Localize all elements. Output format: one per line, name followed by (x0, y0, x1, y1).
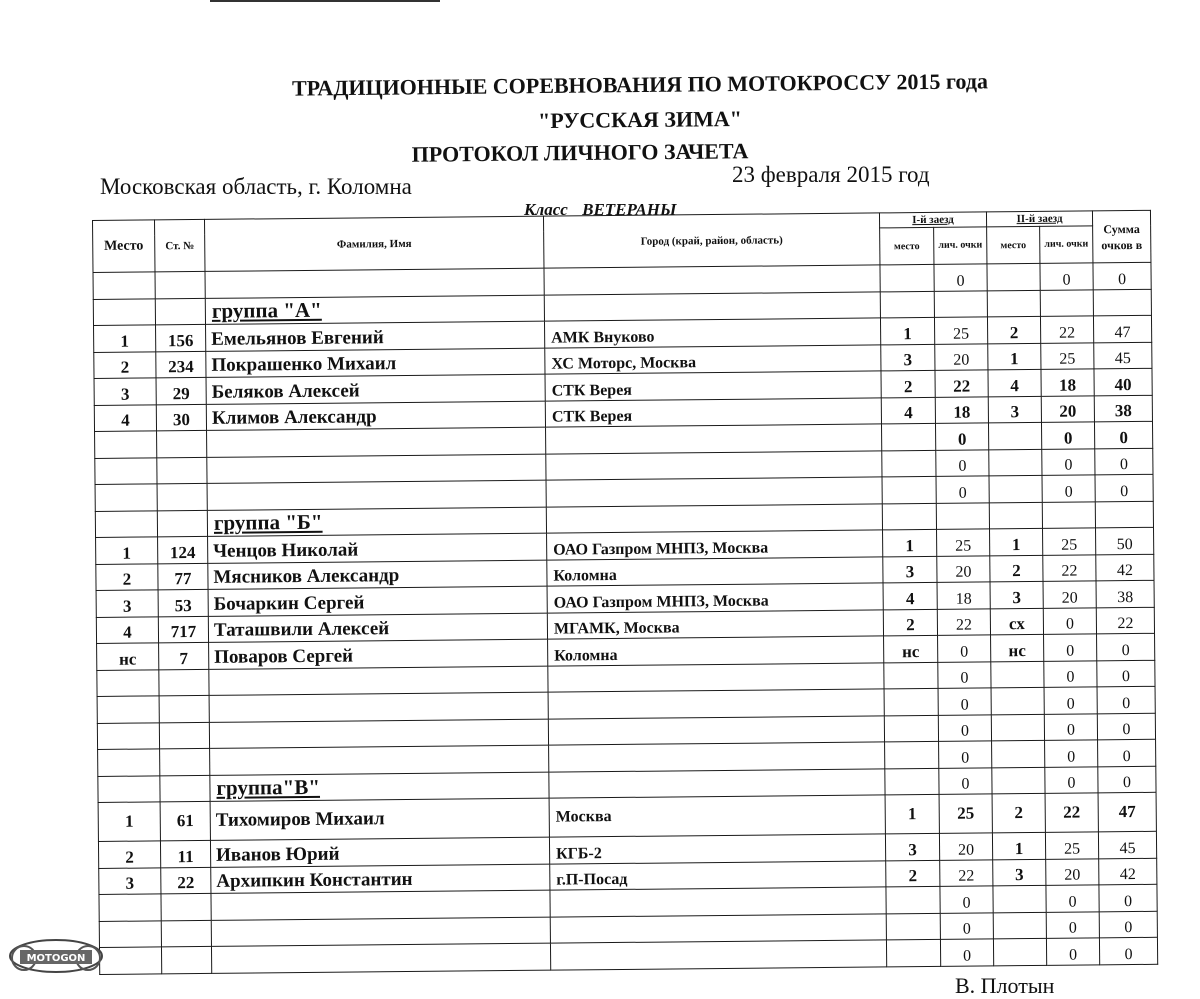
cell-race1-place: 2 (883, 609, 937, 636)
cell-number: 7 (159, 642, 209, 669)
header-name: Фамилия, Имя (204, 216, 543, 271)
cell-city: Коломна (547, 556, 883, 586)
cell-sum (1093, 289, 1151, 316)
cell-race2-points: 22 (1045, 793, 1098, 833)
cell-name (211, 890, 550, 920)
cell-race1-place (886, 939, 940, 966)
cell-number (155, 271, 205, 298)
cell-race2-place: 1 (992, 832, 1045, 859)
cell-race1-points: 22 (940, 859, 993, 886)
cell-city (548, 689, 884, 719)
cell-race2-place (987, 263, 1040, 290)
cell-race2-points: 0 (1044, 687, 1097, 714)
cell-race2-place (991, 714, 1044, 741)
cell-number: 29 (156, 377, 206, 404)
cell-race1-place (885, 768, 939, 795)
cell-sum: 47 (1098, 792, 1156, 832)
cell-place (97, 722, 159, 749)
cell-place (93, 272, 155, 299)
cell-race1-place: 3 (881, 344, 935, 371)
cell-number (157, 430, 207, 457)
cell-number (161, 893, 211, 920)
cell-race1-points: 20 (937, 555, 990, 582)
header-race1-place: место (880, 227, 934, 265)
cell-place (95, 510, 157, 537)
title-competition: ТРАДИЦИОННЫЕ СОРЕВНОВАНИЯ ПО МОТОКРОССУ 2015 года (291, 68, 989, 101)
cell-race1-points: 18 (935, 396, 988, 423)
cell-place: 2 (98, 841, 160, 868)
cell-name: группа"В" (210, 772, 549, 802)
header-number: Ст. № (155, 219, 205, 271)
cell-race2-points: 20 (1041, 395, 1094, 422)
cell-place: 1 (96, 537, 158, 564)
cell-race1-points: 22 (937, 608, 990, 635)
cell-race1-place: 1 (883, 529, 937, 556)
cell-city: СТК Верея (545, 371, 881, 401)
cell-race1-place: 1 (880, 317, 934, 344)
scan-edge-line (210, 0, 440, 2)
cell-number (159, 695, 209, 722)
cell-race2-points: 22 (1040, 316, 1093, 343)
cell-race2-place: нс (991, 634, 1044, 661)
cell-place: 1 (94, 325, 156, 352)
cell-city: ХС Моторс, Москва (545, 344, 881, 374)
header-race2-place: место (987, 226, 1040, 264)
cell-city (550, 913, 886, 943)
cell-city: КГБ-2 (549, 834, 885, 864)
cell-name: Покрашенко Михаил (206, 348, 545, 378)
cell-city (550, 887, 886, 917)
cell-city: МГАМК, Москва (547, 609, 883, 639)
cell-name: Беляков Алексей (206, 374, 545, 404)
cell-race1-points: 22 (935, 370, 988, 397)
cell-race1-place: 4 (881, 397, 935, 424)
cell-race2-place: сх (990, 608, 1043, 635)
cell-race1-points: 0 (940, 939, 993, 966)
cell-race1-place (885, 741, 939, 768)
cell-race2-place (992, 767, 1045, 794)
cell-race1-points: 0 (935, 423, 988, 450)
cell-race1-place: 2 (886, 860, 940, 887)
cell-race2-place: 1 (990, 528, 1043, 555)
header-race1: I-й заезд (879, 212, 986, 228)
cell-number (159, 669, 209, 696)
cell-race1-points: 0 (934, 264, 987, 291)
cell-city (548, 715, 884, 745)
cell-place (95, 484, 157, 511)
cell-city: АМК Внуково (544, 318, 880, 348)
cell-sum: 0 (1099, 937, 1157, 964)
results-sheet (92, 210, 1157, 975)
cell-race2-place (992, 740, 1045, 767)
cell-sum: 0 (1097, 660, 1155, 687)
cell-name: Мясников Александр (208, 560, 547, 590)
motogon-logo (6, 936, 106, 976)
cell-name: Тихомиров Михаил (210, 798, 549, 840)
cell-name (207, 427, 546, 457)
cell-race2-points: 0 (1044, 713, 1097, 740)
cell-race2-points: 18 (1041, 369, 1094, 396)
cell-race1-points: 0 (939, 741, 992, 768)
cell-race1-points: 0 (938, 714, 991, 741)
header-sum: Сумма очков в (1092, 210, 1150, 263)
cell-name: Иванов Юрий (210, 837, 549, 867)
cell-number: 53 (158, 589, 208, 616)
cell-sum: 42 (1096, 554, 1154, 581)
results-table (92, 210, 1158, 975)
cell-number (161, 946, 211, 973)
cell-name: Климов Александр (206, 401, 545, 431)
cell-race2-points: 25 (1043, 528, 1096, 555)
cell-race1-points (934, 290, 987, 317)
cell-city (549, 742, 885, 772)
cell-city (550, 940, 886, 970)
cell-place: 3 (96, 590, 158, 617)
cell-number: 30 (156, 404, 206, 431)
cell-place: 1 (98, 802, 160, 842)
cell-race1-points: 25 (937, 529, 990, 556)
cell-race1-place (886, 886, 940, 913)
cell-race1-points: 20 (939, 833, 992, 860)
cell-race2-place (989, 475, 1042, 502)
event-date: 23 февраля 2015 год (732, 162, 930, 187)
cell-race2-points: 0 (1046, 938, 1099, 965)
cell-name (210, 745, 549, 775)
cell-name (209, 666, 548, 696)
cell-city: г.П-Посад (550, 860, 886, 890)
cell-race2-points: 0 (1041, 422, 1094, 449)
cell-race2-points: 0 (1044, 634, 1097, 661)
cell-sum: 0 (1097, 686, 1155, 713)
cell-race2-points: 0 (1043, 607, 1096, 634)
cell-race1-place (882, 503, 936, 530)
cell-name: Ченцов Николай (208, 533, 547, 563)
cell-race1-place: 3 (883, 556, 937, 583)
cell-name: группа "А" (205, 295, 544, 325)
cell-race1-points: 0 (936, 476, 989, 503)
cell-number: 124 (158, 536, 208, 563)
cell-race2-place (993, 885, 1046, 912)
cell-name: группа "Б" (207, 507, 546, 537)
cell-sum: 0 (1094, 421, 1152, 448)
cell-race2-place: 1 (988, 343, 1041, 370)
cell-name: Емельянов Евгений (206, 321, 545, 351)
header-race2-points: лич. очки (1040, 226, 1093, 264)
cell-sum: 22 (1096, 607, 1154, 634)
cell-city (546, 503, 882, 533)
cell-race1-points: 0 (936, 449, 989, 476)
cell-sum: 40 (1094, 368, 1152, 395)
cell-place (95, 431, 157, 458)
cell-place (98, 775, 160, 802)
cell-sum: 38 (1094, 395, 1152, 422)
cell-place (99, 920, 161, 947)
cell-race1-points: 0 (940, 912, 993, 939)
cell-place (98, 749, 160, 776)
cell-race1-place: нс (884, 635, 938, 662)
cell-race2-points: 0 (1044, 660, 1097, 687)
cell-sum: 0 (1099, 884, 1157, 911)
cell-city (549, 768, 885, 798)
cell-race2-place (991, 687, 1044, 714)
title-event-name: "РУССКАЯ ЗИМА" (537, 105, 743, 134)
cell-race1-points (936, 502, 989, 529)
cell-race1-place: 3 (885, 833, 939, 860)
cell-name (211, 943, 550, 973)
cell-number: 61 (160, 801, 210, 840)
cell-race1-place: 4 (883, 582, 937, 609)
cell-race2-place: 3 (988, 396, 1041, 423)
cell-name (207, 480, 546, 510)
cell-name: Архипкин Константин (211, 864, 550, 894)
cell-race1-points: 0 (940, 886, 993, 913)
cell-sum: 0 (1098, 739, 1156, 766)
cell-race1-points: 0 (939, 767, 992, 794)
cell-race1-points: 25 (939, 794, 992, 834)
cell-name: Поваров Сергей (209, 639, 548, 669)
cell-sum: 0 (1095, 448, 1153, 475)
cell-race2-place: 3 (990, 581, 1043, 608)
cell-race1-place: 2 (881, 370, 935, 397)
cell-race1-points: 0 (938, 688, 991, 715)
cell-place: 4 (96, 616, 158, 643)
cell-race2-place (993, 938, 1046, 965)
cell-race1-place (882, 476, 936, 503)
cell-name (207, 454, 546, 484)
cell-number: 22 (161, 867, 211, 894)
cell-race2-points: 0 (1046, 911, 1099, 938)
cell-number (160, 775, 210, 802)
cell-race1-place (880, 264, 934, 291)
cell-sum: 42 (1099, 858, 1157, 885)
cell-place: 4 (94, 404, 156, 431)
cell-race2-place (987, 290, 1040, 317)
cell-place (97, 696, 159, 723)
cell-race1-points: 18 (937, 582, 990, 609)
cell-race2-points: 22 (1043, 554, 1096, 581)
cell-race1-place (884, 662, 938, 689)
cell-race1-points: 25 (934, 317, 987, 344)
class-value: ВЕТЕРАНЫ (582, 200, 677, 219)
header-race2: II-й заезд (986, 211, 1092, 227)
cell-city: Москва (549, 795, 885, 837)
header-place: Место (93, 220, 155, 273)
cell-race2-points: 0 (1042, 448, 1095, 475)
cell-race2-points: 0 (1040, 263, 1093, 290)
cell-number: 156 (156, 324, 206, 351)
cell-sum: 0 (1097, 713, 1155, 740)
cell-number (159, 722, 209, 749)
cell-name (209, 719, 548, 749)
title-protocol: ПРОТОКОЛ ЛИЧНОГО ЗАЧЕТА (411, 138, 749, 167)
cell-city (544, 265, 880, 295)
cell-number: 717 (158, 616, 208, 643)
cell-race2-place (991, 661, 1044, 688)
cell-name (205, 268, 544, 298)
cell-city (548, 662, 884, 692)
cell-number (160, 748, 210, 775)
cell-name (209, 692, 548, 722)
cell-city: ОАО Газпром МНПЗ, Москва (547, 583, 883, 613)
cell-place (93, 298, 155, 325)
event-location: Московская область, г. Коломна (100, 174, 412, 199)
cell-race2-place (993, 912, 1046, 939)
cell-race2-place (989, 449, 1042, 476)
cell-race1-place (880, 291, 934, 318)
cell-city: СТК Верея (545, 397, 881, 427)
cell-sum: 38 (1096, 580, 1154, 607)
cell-race2-points: 0 (1045, 766, 1098, 793)
cell-race2-place (988, 422, 1041, 449)
cell-place: 3 (99, 867, 161, 894)
cell-sum: 0 (1097, 633, 1155, 660)
cell-sum: 45 (1098, 831, 1156, 858)
signature-text: В. Плотын (955, 973, 1055, 998)
cell-sum: 45 (1094, 342, 1152, 369)
cell-number (157, 510, 207, 537)
cell-race2-place (989, 502, 1042, 529)
cell-race1-place (886, 913, 940, 940)
cell-sum (1095, 501, 1153, 528)
cell-number: 77 (158, 563, 208, 590)
cell-race1-points: 0 (938, 635, 991, 662)
cell-city (546, 450, 882, 480)
cell-place (99, 947, 161, 974)
cell-city (544, 291, 880, 321)
cell-race2-points (1040, 289, 1093, 316)
svg-text:MOTOGON: MOTOGON (26, 953, 86, 964)
class-label: Класс (524, 200, 568, 219)
cell-race1-place (882, 450, 936, 477)
cell-race2-points: 20 (1043, 581, 1096, 608)
cell-number: 234 (156, 351, 206, 378)
cell-race2-place: 2 (990, 555, 1043, 582)
cell-place: нс (97, 643, 159, 670)
cell-place (99, 894, 161, 921)
cell-race2-points (1042, 501, 1095, 528)
cell-race1-points: 0 (938, 661, 991, 688)
cell-race2-place: 4 (988, 369, 1041, 396)
cell-race1-place (884, 715, 938, 742)
cell-race2-points: 25 (1045, 832, 1098, 859)
cell-city: ОАО Газпром МНПЗ, Москва (547, 530, 883, 560)
cell-sum: 0 (1099, 911, 1157, 938)
cell-race2-place: 3 (993, 859, 1046, 886)
cell-race2-points: 0 (1042, 475, 1095, 502)
cell-place: 2 (94, 351, 156, 378)
cell-race1-place: 1 (885, 794, 939, 834)
cell-race2-points: 25 (1041, 342, 1094, 369)
cell-number (155, 298, 205, 325)
cell-race1-place (884, 688, 938, 715)
cell-race2-place: 2 (992, 793, 1045, 833)
cell-place (97, 669, 159, 696)
cell-race2-points: 20 (1046, 858, 1099, 885)
cell-race1-place (881, 423, 935, 450)
cell-sum: 47 (1093, 315, 1151, 342)
cell-city (546, 424, 882, 454)
cell-race2-place: 2 (987, 316, 1040, 343)
cell-city: Коломна (548, 636, 884, 666)
cell-number (157, 457, 207, 484)
cell-number: 11 (160, 840, 210, 867)
cell-sum: 0 (1098, 766, 1156, 793)
cell-sum: 0 (1095, 474, 1153, 501)
cell-name: Бочаркин Сергей (208, 586, 547, 616)
cell-place: 3 (94, 378, 156, 405)
cell-sum: 0 (1093, 262, 1151, 289)
cell-race2-points: 0 (1045, 740, 1098, 767)
cell-name: Таташвили Алексей (208, 613, 547, 643)
cell-number (161, 920, 211, 947)
cell-race1-points: 20 (935, 343, 988, 370)
cell-sum: 50 (1096, 527, 1154, 554)
cell-race2-points: 0 (1046, 885, 1099, 912)
cell-place (95, 457, 157, 484)
header-city: Город (край, район, область) (543, 213, 879, 268)
cell-number (157, 483, 207, 510)
cell-name (211, 917, 550, 947)
cell-city (546, 477, 882, 507)
header-race1-points: лич. очки (934, 227, 987, 265)
cell-place: 2 (96, 563, 158, 590)
